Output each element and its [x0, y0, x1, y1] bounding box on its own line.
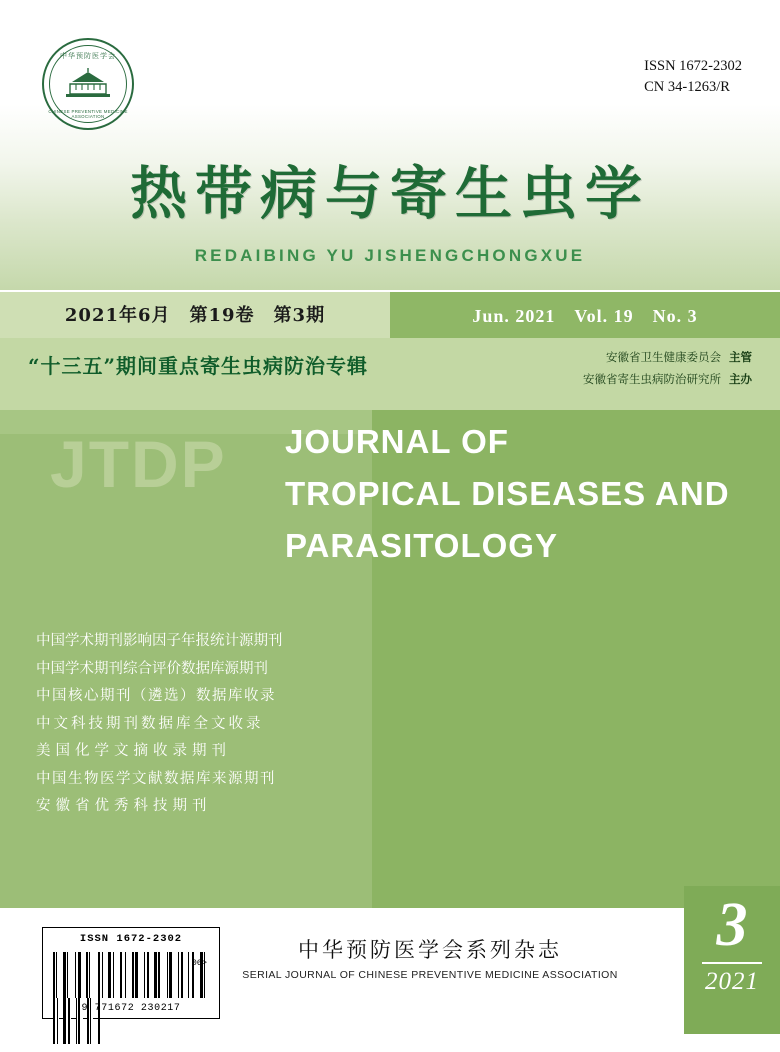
- logo-text-top: 中华预防医学会: [60, 53, 116, 60]
- sponsor-block: [583, 346, 752, 390]
- list-item: 美国化学文摘收录期刊: [36, 743, 231, 759]
- sponsor-role: 主管: [729, 350, 752, 364]
- sponsor-org: 安徽省卫生健康委员会: [606, 350, 721, 364]
- special-issue-title: “十三五”期间重点寄生虫病防治专辑: [28, 354, 369, 378]
- barcode: [42, 927, 220, 1019]
- cn-code-line: CN 34-1263/R: [644, 79, 730, 95]
- journal-title-pinyin: REDAIBING YU JISHENGCHONGXUE: [194, 246, 586, 265]
- cover-main-panel: [0, 338, 780, 908]
- barcode-bars: [53, 952, 209, 998]
- barcode-issn-label: ISSN 1672-2302: [79, 933, 183, 945]
- journal-title-en: [285, 416, 755, 572]
- list-item: 中国学术期刊影响因子年报统计源期刊: [36, 633, 283, 649]
- sponsor-row: [583, 346, 752, 368]
- issue-divider: [702, 962, 762, 964]
- association-name-en: SERIAL JOURNAL OF CHINESE PREVENTIVE MEDICINE ASSOCIATION: [242, 969, 618, 981]
- index-list: [36, 628, 366, 821]
- sponsor-row: [583, 368, 752, 390]
- issue-year: 2021: [705, 968, 759, 995]
- issue-number: 3: [716, 891, 748, 959]
- logo-text-bottom: CHINESE PREVENTIVE MEDICINE ASSOCIATION: [48, 109, 128, 119]
- list-item: 中文科技期刊数据库全文收录: [36, 715, 264, 732]
- barcode-addon: 06>: [191, 958, 207, 968]
- list-item: 中国核心期刊（遴选）数据库收录: [36, 688, 276, 704]
- logo-emblem-icon: [62, 67, 114, 101]
- issn-line: ISSN 1672-2302: [644, 58, 742, 74]
- list-item: 中国学术期刊综合评价数据库源期刊: [36, 660, 268, 677]
- journal-title-cn: 热带病与寄生虫学: [130, 160, 650, 227]
- list-item: 中国生物医学文献数据库来源期刊: [36, 770, 276, 787]
- journal-acronym: JTDP: [50, 427, 227, 501]
- journal-title-en-line: TROPICAL DISEASES AND: [285, 475, 730, 512]
- issn-block: [644, 56, 742, 98]
- volume-text-en: Jun. 2021 Vol. 19 No. 3: [472, 306, 698, 326]
- barcode-number: 9 771672 230217: [81, 1003, 181, 1014]
- association-block: [230, 934, 630, 981]
- journal-title-en-line: JOURNAL OF: [285, 423, 509, 460]
- volume-bar: [0, 290, 780, 342]
- volume-text-cn: 2021年6月 第19卷 第3期: [64, 305, 326, 326]
- issue-tab: [684, 886, 780, 1034]
- cover-header-band: [0, 0, 780, 290]
- cover-footer: [0, 891, 780, 1052]
- list-item: 安徽省优秀科技期刊: [36, 798, 212, 814]
- association-name-cn: 中华预防医学会系列杂志: [298, 938, 562, 962]
- journal-title-en-line: PARASITOLOGY: [285, 527, 558, 564]
- sponsor-role: 主办: [729, 372, 752, 386]
- publisher-logo: [42, 38, 134, 130]
- sponsor-org: 安徽省寄生虫病防治研究所: [583, 372, 721, 386]
